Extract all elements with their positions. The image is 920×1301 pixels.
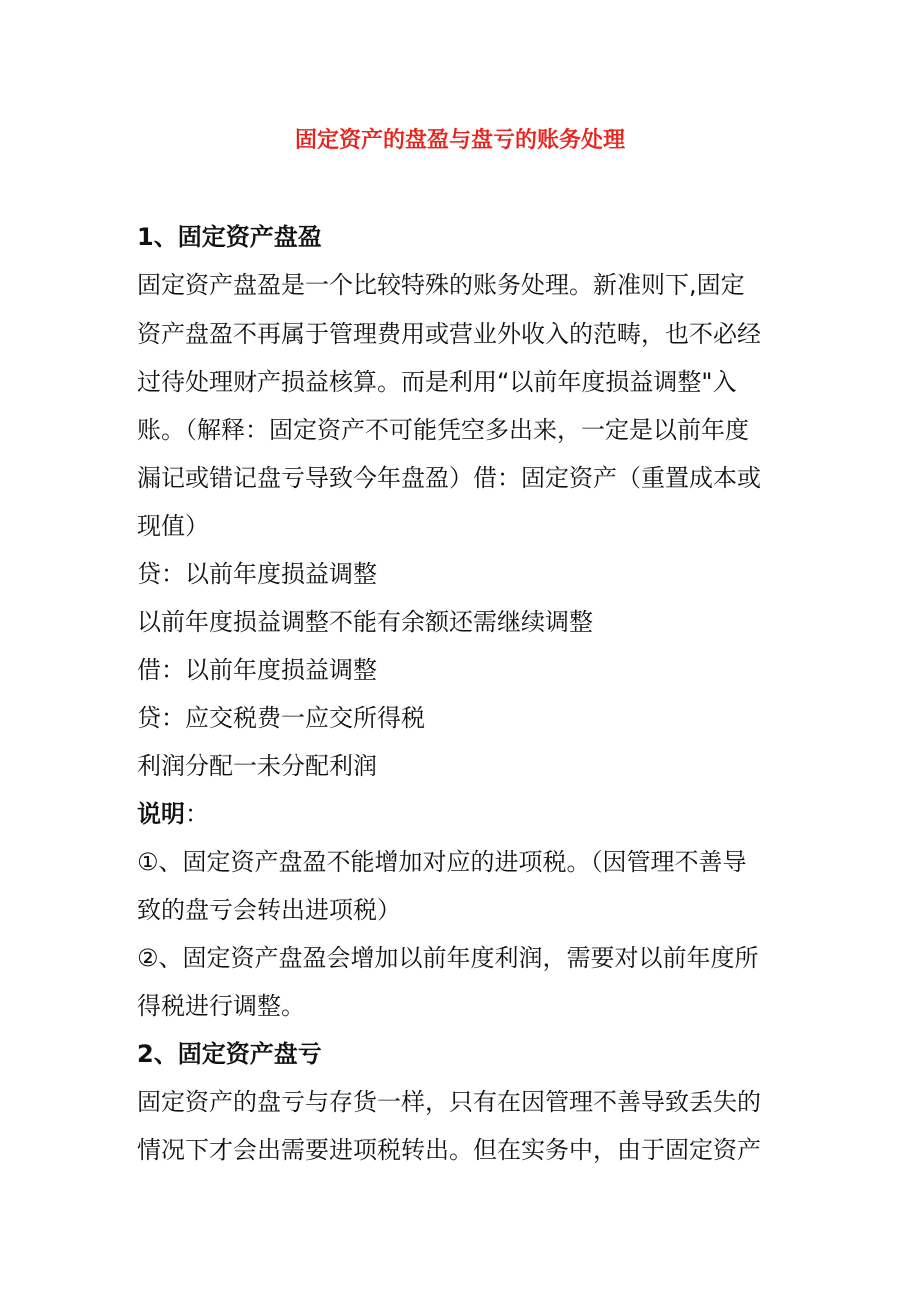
section2-paragraph-line: 情况下才会出需要进项税转出。但在实务中，由于固定资产 (137, 1136, 761, 1164)
section1-heading: 1、固定资产盘盈 (137, 223, 322, 251)
journal-entry-line: 贷：以前年度损益调整 (137, 560, 377, 588)
section1-paragraph-line: 账。（解释：固定资产不可能凭空多出来，一定是以前年度 (137, 416, 749, 444)
journal-entry-line: 以前年度损益调整不能有余额还需继续调整 (137, 608, 593, 636)
section1-paragraph-line: 漏记或错记盘亏导致今年盘盈）借：固定资产（重置成本或 (137, 464, 761, 492)
document-title: 固定资产的盘盈与盘亏的账务处理 (294, 128, 625, 153)
journal-entry-line: 贷：应交税费一应交所得税 (137, 704, 425, 732)
note-heading (137, 794, 797, 834)
journal-entry-line: 借：以前年度损益调整 (137, 656, 377, 684)
section1-paragraph-line: 过待处理财产损益核算。而是利用“以前年度损益调整"入 (137, 368, 737, 396)
section1-paragraph-line: 现值） (137, 512, 209, 540)
section1-paragraph-line: 资产盘盈不再属于管理费用或营业外收入的范畴，也不必经 (137, 320, 761, 348)
journal-entry-line: 利润分配一未分配利润 (137, 752, 377, 780)
section2-paragraph-line: 固定资产的盘亏与存货一样，只有在因管理不善导致丢失的 (137, 1088, 761, 1116)
note-label: 说明 (137, 800, 185, 828)
section2-heading: 2、固定资产盘亏 (137, 1040, 322, 1068)
note-line: 致的盘亏会转出进项税） (137, 896, 401, 924)
note-line: ②、固定资产盘盈会增加以前年度利润，需要对以前年度所 (137, 944, 759, 972)
section1-paragraph-line: 固定资产盘盈是一个比较特殊的账务处理。新准则下,固定 (137, 271, 745, 299)
note-colon: ： (185, 800, 209, 828)
note-line: 得税进行调整。 (137, 992, 305, 1020)
note-line: ①、固定资产盘盈不能增加对应的进项税。（因管理不善导 (137, 848, 747, 876)
